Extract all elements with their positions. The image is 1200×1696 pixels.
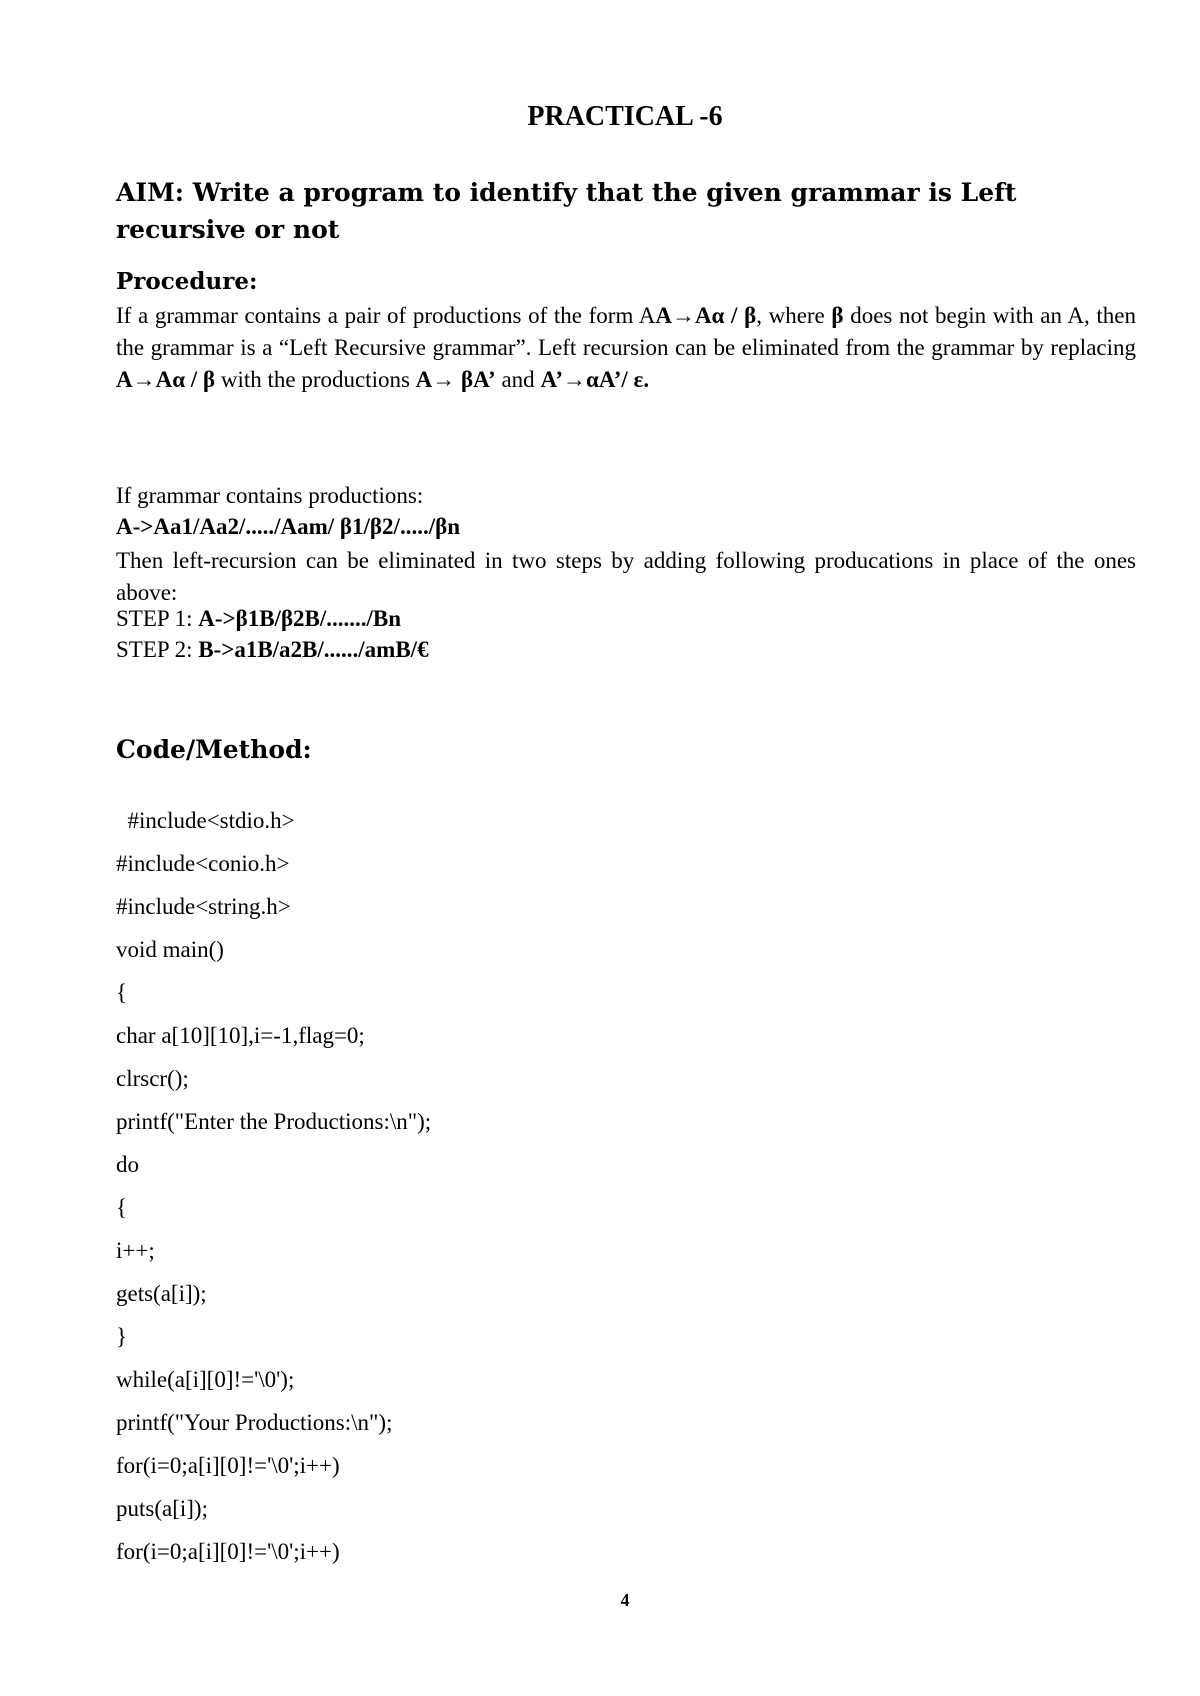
code-line: printf("Enter the Productions:\n");	[116, 1109, 432, 1134]
code-line: char a[10][10],i=-1,flag=0;	[116, 1023, 365, 1048]
code-line: puts(a[i]);	[116, 1496, 208, 1521]
production-expression: A→Aα / β	[655, 303, 757, 328]
page-title: PRACTICAL -6	[527, 101, 723, 132]
step-2-value: B->a1B/a2B/....../amB/€	[198, 637, 429, 662]
procedure-text: and	[495, 367, 541, 392]
page-number: 4	[620, 1590, 630, 1610]
code-line: {	[116, 1195, 128, 1220]
productions-intro: If grammar contains productions:	[116, 483, 424, 508]
code-line: printf("Your Productions:\n");	[116, 1410, 393, 1435]
code-line: #include<conio.h>	[116, 851, 290, 876]
code-line: {	[116, 980, 128, 1005]
beta-symbol: β	[831, 303, 844, 328]
step-2-label: STEP 2:	[116, 637, 199, 662]
step-1-label: STEP 1:	[116, 606, 199, 631]
step-1	[116, 606, 401, 632]
code-line: for(i=0;a[i][0]!='\0';i++)	[116, 1539, 340, 1564]
step-2	[116, 637, 429, 663]
code-line: while(a[i][0]!='\0');	[116, 1367, 295, 1392]
procedure-paragraph	[116, 300, 1136, 396]
productions-expression: A->Aa1/Aa2/...../Aam/ β1/β2/...../βn	[116, 514, 460, 539]
production-expression: A→Aα / β	[116, 367, 216, 392]
code-line: #include<string.h>	[116, 894, 291, 919]
aim-statement: AIM: Write a program to identify that the given grammar is Left recursive or not	[116, 178, 1017, 244]
production-expression: A→ βA’	[415, 367, 496, 392]
elimination-paragraph: Then left-recursion can be eliminated in two steps by adding following producations in place of the ones above:	[116, 548, 1136, 605]
procedure-text: If a grammar contains a pair of productions of the form A	[116, 303, 656, 328]
code-line: #include<stdio.h>	[116, 808, 295, 833]
procedure-text: does not begin with an A, then the grammar is a “Left Recursive grammar”. Left recursion can be eliminated from the grammar by replacing	[116, 303, 1136, 360]
procedure-heading: Procedure:	[116, 268, 258, 295]
step-1-value: A->β1B/β2B/......./Bn	[198, 606, 402, 631]
code-line: for(i=0;a[i][0]!='\0';i++)	[116, 1453, 340, 1478]
production-expression: A’→αA’/ ε.	[540, 367, 650, 392]
code-heading: Code/Method:	[116, 735, 312, 764]
code-line: i++;	[116, 1238, 155, 1263]
procedure-text: , where	[756, 303, 832, 328]
code-line: gets(a[i]);	[116, 1281, 207, 1306]
procedure-text: with the productions	[215, 367, 416, 392]
code-line: void main()	[116, 937, 224, 962]
code-line: clrscr();	[116, 1066, 189, 1091]
code-line: }	[116, 1324, 128, 1349]
code-line: do	[116, 1152, 139, 1177]
